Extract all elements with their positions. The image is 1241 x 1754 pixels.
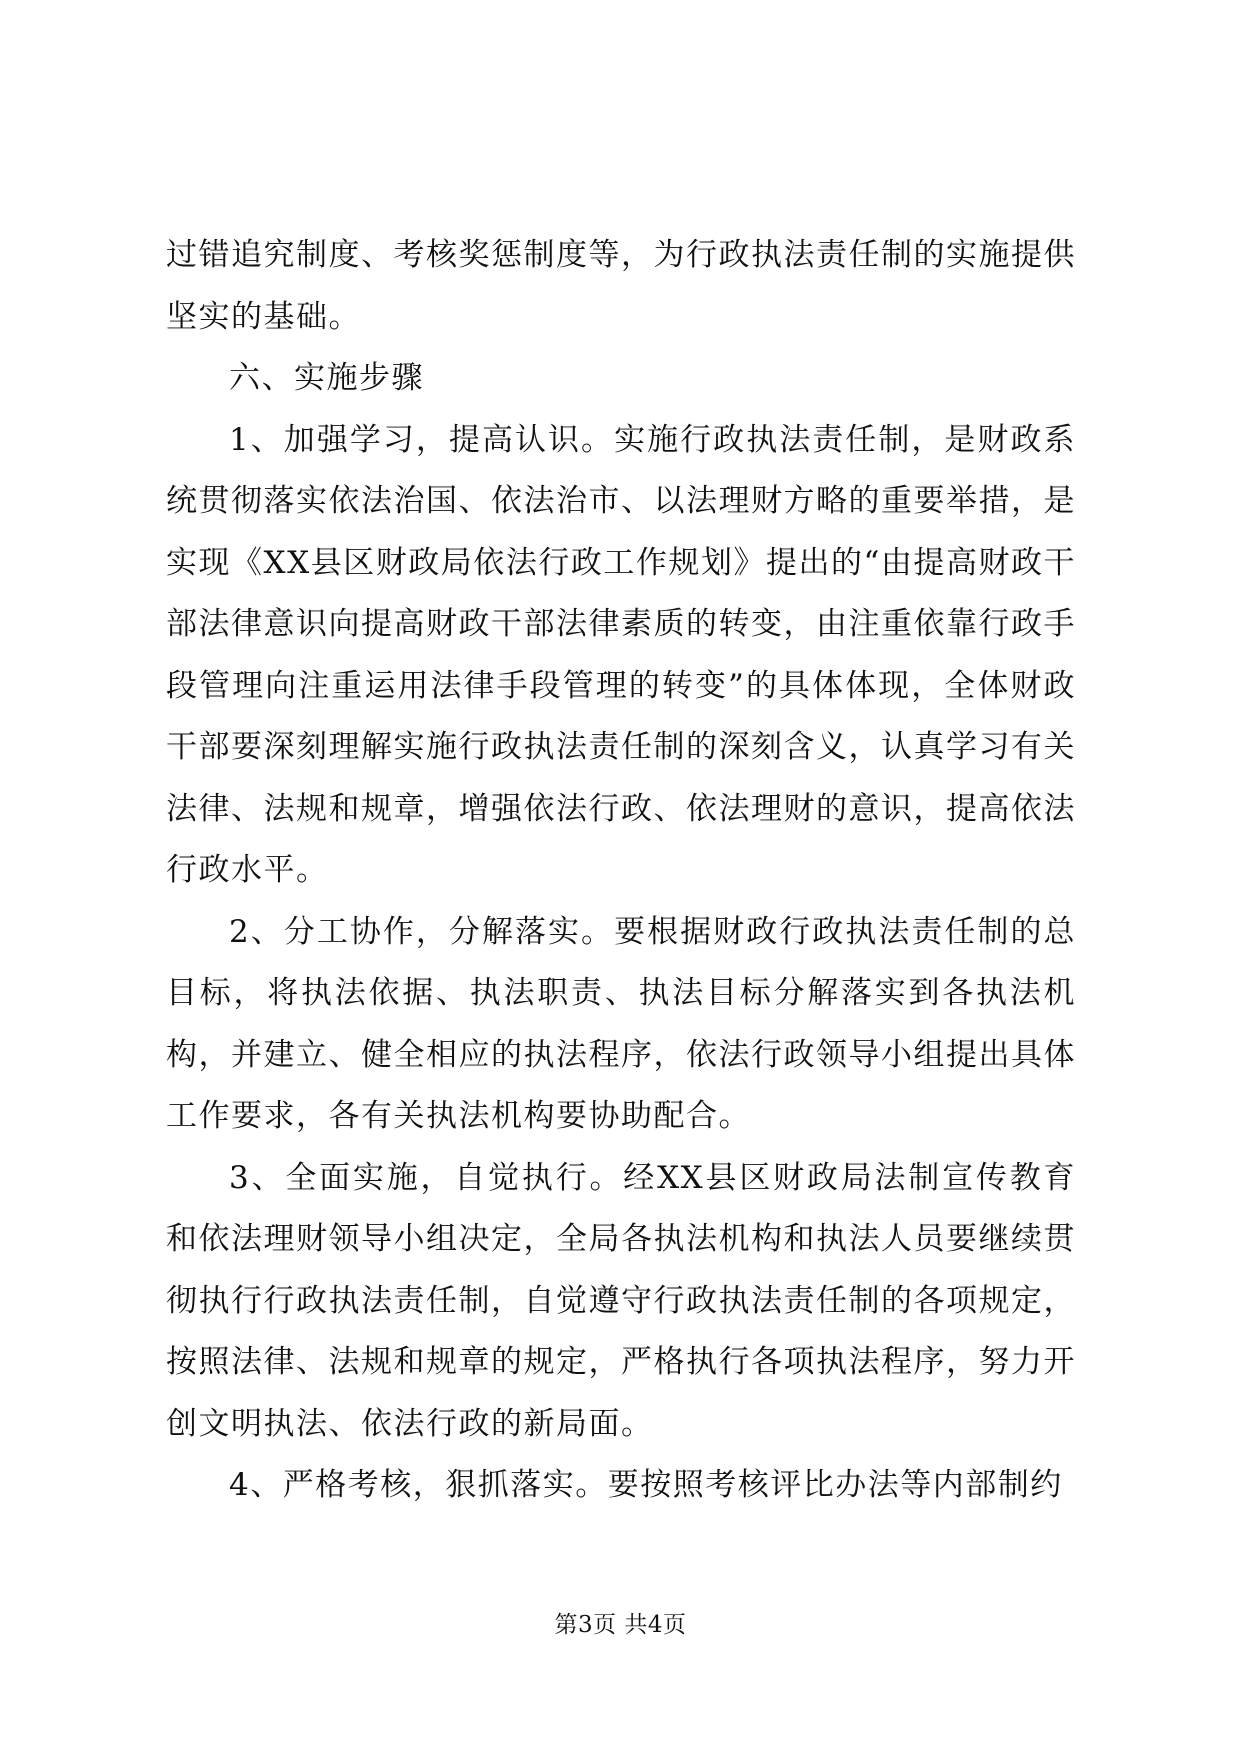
paragraph-continuation: 过错追究制度、考核奖惩制度等，为行政执法责任制的实施提供坚实的基础。 (166, 237, 1076, 335)
paragraph-step-1: 1、加强学习，提高认识。实施行政执法责任制，是财政系统贯彻落实依法治国、依法治市、以法理财方略的重要举措，是实现《XX县区财政局依法行政工作规划》提出的“由提高财政干部法律意识向提高财政干部法律素质的转变，由注重依靠行政手段管理向注重运用法律手段管理的转变”的具体体现，全体财政干部要深刻理解实施行政执法责任制的深刻含义，认真学习有关法律、法规和规章，增强依法行政、依法理财的意识，提高依法行政水平。 (166, 421, 1076, 888)
paragraph-step-3: 3、全面实施，自觉执行。经XX县区财政局法制宣传教育和依法理财领导小组决定，全局各执法机构和执法人员要继续贯彻执行行政执法责任制，自觉遵守行政执法责任制的各项规定，按照法律、法规和规章的规定，严格执行各项执法程序，努力开创文明执法、依法行政的新局面。 (166, 1159, 1076, 1442)
document-body (166, 225, 1076, 1517)
paragraph-step-2: 2、分工协作，分解落实。要根据财政行政执法责任制的总目标，将执法依据、执法职责、执法目标分解落实到各执法机构，并建立、健全相应的执法程序，依法行政领导小组提出具体工作要求，各有关执法机构要协助配合。 (166, 913, 1076, 1134)
paragraph-step-4: 4、严格考核，狠抓落实。要按照考核评比办法等内部制约 (229, 1467, 1063, 1503)
section-heading: 六、实施步骤 (229, 360, 424, 396)
page-number-footer: 第3页 共4页 (554, 1612, 687, 1638)
